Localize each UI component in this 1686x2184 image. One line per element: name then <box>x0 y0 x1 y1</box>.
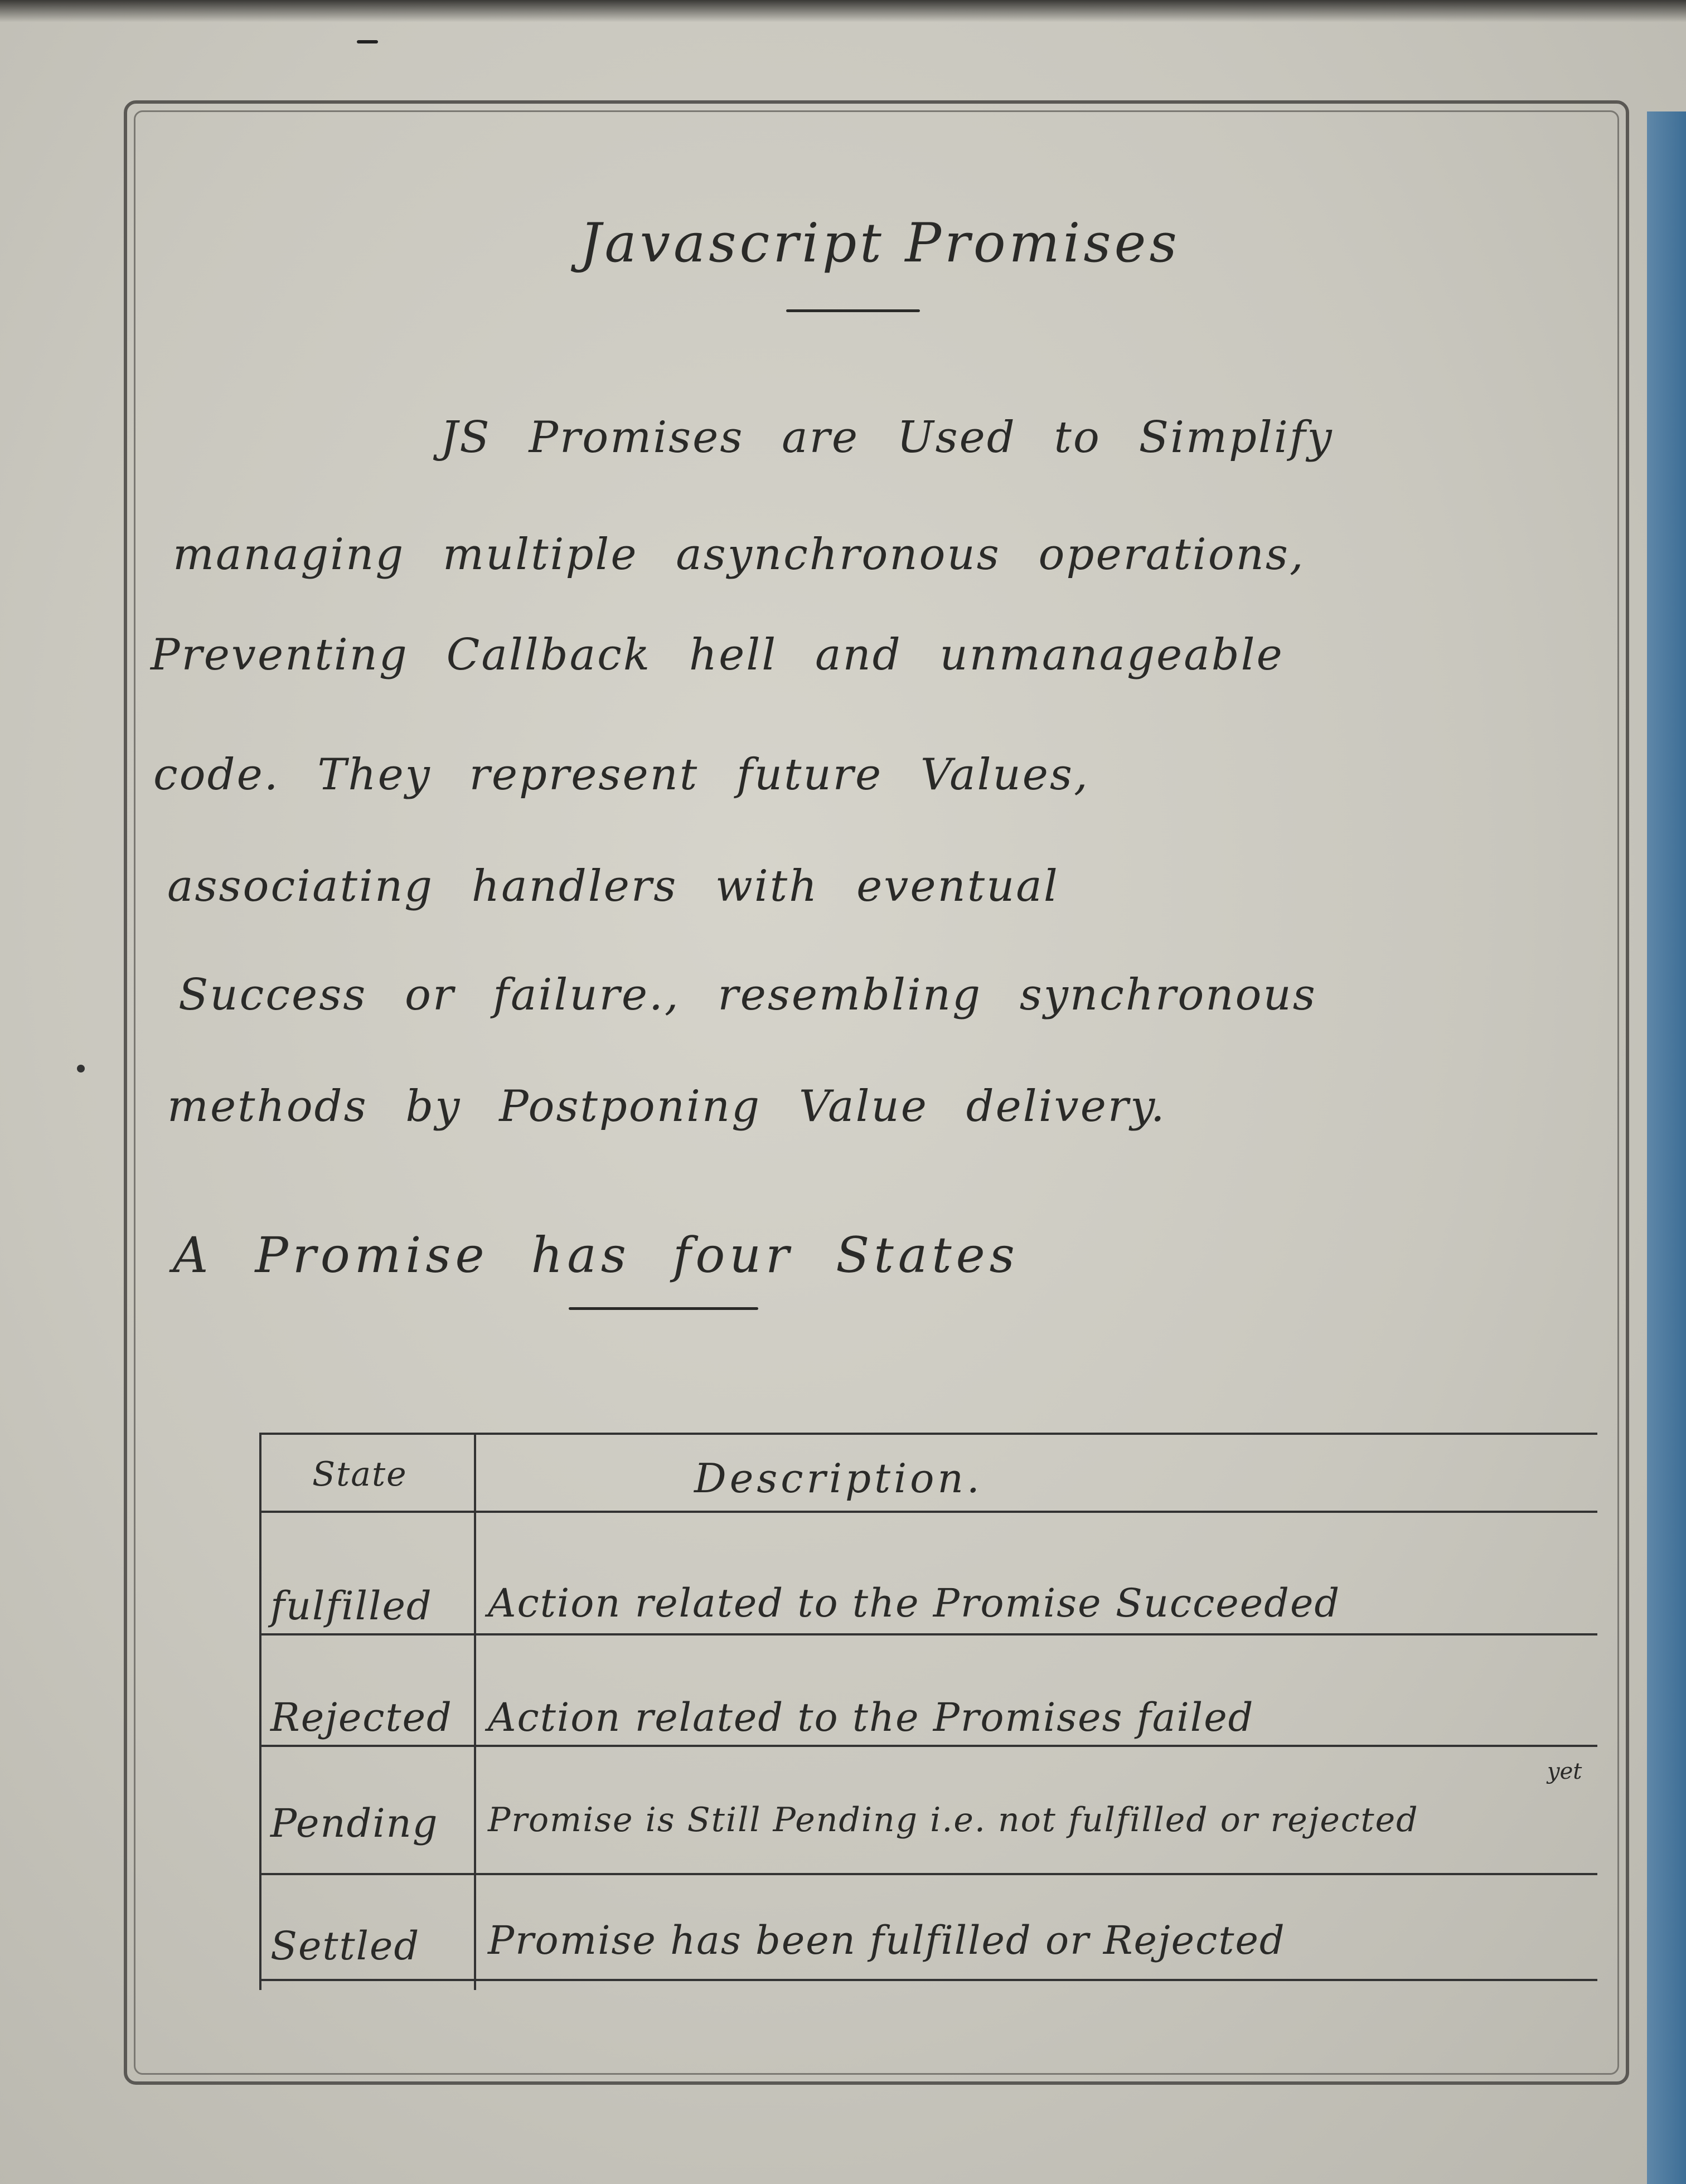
table-row-3-description: Promise is Still Pending i.e. not fulfilled or rejected <box>488 1800 1419 1840</box>
paragraph-line-1: JS Promises are Used to Simplify <box>440 412 1334 463</box>
table-rule-header <box>259 1511 1597 1513</box>
page-title: Javascript Promises <box>580 212 1180 274</box>
table-header-description: Description. <box>694 1455 983 1502</box>
ink-dot <box>77 1065 85 1072</box>
table-row-2-state: Rejected <box>270 1695 453 1740</box>
section-underline <box>569 1307 758 1310</box>
margin-note-yet: yet <box>1547 1759 1582 1784</box>
table-rule-top <box>259 1433 1597 1435</box>
table-row-1-description: Action related to the Promise Succeeded <box>488 1580 1341 1626</box>
table-rule-row-3 <box>259 1873 1597 1875</box>
table-row-4-description: Promise has been fulfilled or Rejected <box>488 1918 1286 1963</box>
blue-cover-edge <box>1647 111 1686 2184</box>
table-row-4-state: Settled <box>270 1923 420 1969</box>
paragraph-line-7: methods by Postponing Value delivery. <box>167 1081 1166 1132</box>
table-row-2-description: Action related to the Promises failed <box>488 1695 1254 1740</box>
top-shadow <box>0 0 1686 22</box>
paragraph-line-6: Success or failure., resembling synchronous <box>178 970 1317 1020</box>
paragraph-line-3: Preventing Callback hell and unmanageable <box>151 630 1284 680</box>
paragraph-line-5: associating handlers with eventual <box>167 861 1059 911</box>
table-rule-row-1 <box>259 1633 1597 1635</box>
section-heading: A Promise has four States <box>173 1226 1019 1284</box>
table-rule-left <box>259 1433 261 1990</box>
table-rule-row-2 <box>259 1745 1597 1747</box>
table-rule-bottom <box>259 1979 1597 1981</box>
pen-mark <box>357 40 378 43</box>
table-row-1-state: fulfilled <box>270 1583 433 1629</box>
table-row-3-state: Pending <box>270 1800 439 1846</box>
states-table <box>259 1433 1597 1990</box>
title-underline <box>786 309 920 312</box>
paragraph-line-2: managing multiple asynchronous operations, <box>173 530 1305 580</box>
table-rule-divider <box>474 1433 476 1990</box>
table-header-state: State <box>312 1455 408 1494</box>
paragraph-line-4: code. They represent future Values, <box>153 750 1089 800</box>
